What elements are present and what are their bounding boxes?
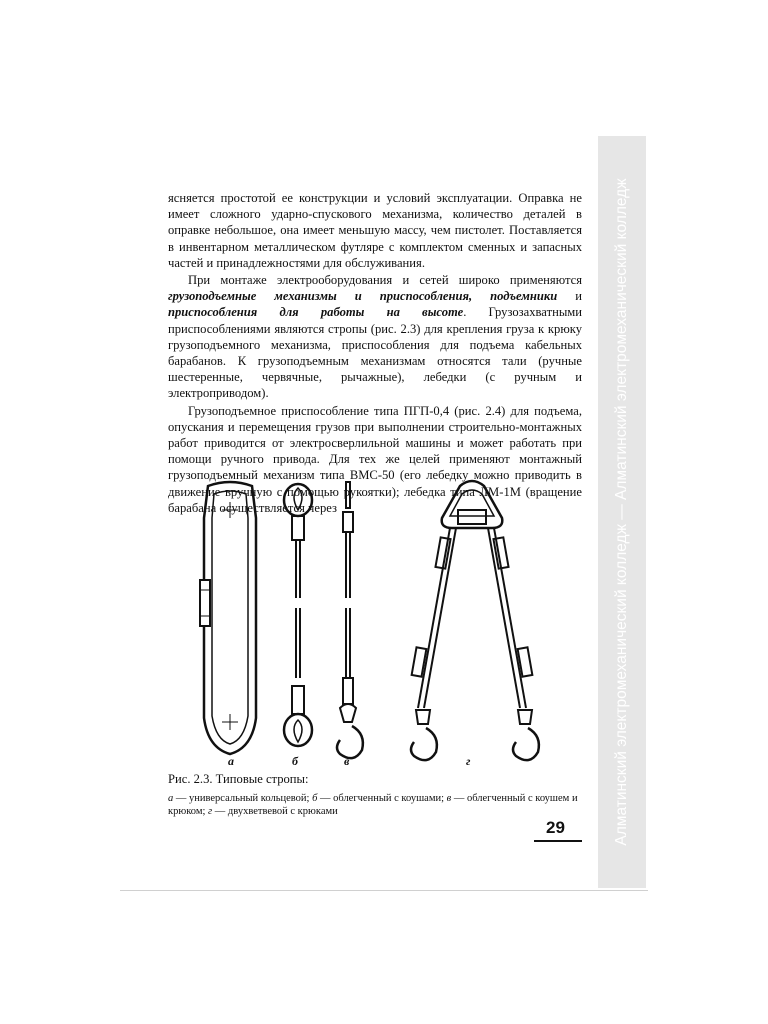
sling-b-drawing [284, 484, 312, 746]
figure-label-g: г [466, 754, 471, 768]
p2-emphasis-lifting: грузоподъемные механизмы и приспособления, подъемники [168, 289, 558, 304]
p2-text-c: и [557, 289, 583, 304]
caption-text-v: — облегченный с коушем и крюком; [168, 793, 578, 817]
p2-text-e: . Грузозахватными приспособлениями являются стропы (рис. 2.3) для крепления груза к крюку грузоподъемного механизма, приспособления для подъема кабельных барабанов. К грузоподъемным механизмам относятся тали (ручные шестеренные, червячные, рычажные), лебедки (с ручным и электроприводом). [168, 305, 582, 401]
caption-letter-g: г [208, 806, 213, 817]
figure-caption-body [168, 792, 582, 818]
sling-v-drawing [337, 482, 363, 758]
paragraph-1: ясняется простотой ее конструкции и условий эксплуатации. Оправка не имеет сложного ударно-спускового механизма, количество деталей в оправке небольшое, она имеет меньшую массу, чем пистолет. Поставляется в инвентарном металлическом футляре с комплектом сменных и запасных частей и принадлежностями для обслуживания. [168, 191, 582, 270]
caption-letter-b: б [312, 793, 318, 804]
caption-text-a: — универсальный кольцевой; [173, 793, 313, 804]
paragraph-2 [168, 272, 582, 402]
body-text [168, 190, 582, 516]
paragraph-3: Грузоподъемное приспособление типа ПГП-0,4 (рис. 2.4) для подъема, опускания и перемещения грузов при выполнении строительно-монтажных работ приводится от электросверлильной машины и может работать при помощи ручного привода. Для тех же целей применяют монтажный грузоподъемный механизм типа ВМС-50 (его лебедку можно приводить в движение вручную с помощью рукоятки); лебедка типа ЛМ-1М (вращение барабана осуществляется через [168, 403, 582, 515]
caption-letter-v: в [446, 793, 452, 804]
p2-text-a: При монтаже электрооборудования и сетей широко применяются [188, 273, 582, 288]
sling-a-drawing [200, 482, 256, 754]
figure-slings [180, 478, 570, 778]
page-number: 29 [546, 818, 565, 837]
figure-caption-title: Рис. 2.3. Типовые стропы: [168, 772, 309, 786]
figure-label-v: в [344, 754, 350, 768]
watermark-text: Алматинский электромеханический колледж — Алматинский электромеханический колледж [613, 178, 630, 846]
caption-letter-a: а [168, 793, 174, 804]
bottom-divider [120, 890, 648, 891]
slings-illustration [180, 478, 570, 778]
page-number-rule [534, 840, 582, 842]
sling-g-drawing [411, 481, 539, 760]
caption-text-g: — двухветвевой с крюками [212, 806, 338, 817]
p2-emphasis-height: приспособления для работы на высоте [168, 305, 464, 320]
caption-text-b: — облегченный с коушами; [317, 793, 447, 804]
figure-label-b: б [292, 754, 298, 768]
figure-label-a: а [228, 754, 234, 768]
